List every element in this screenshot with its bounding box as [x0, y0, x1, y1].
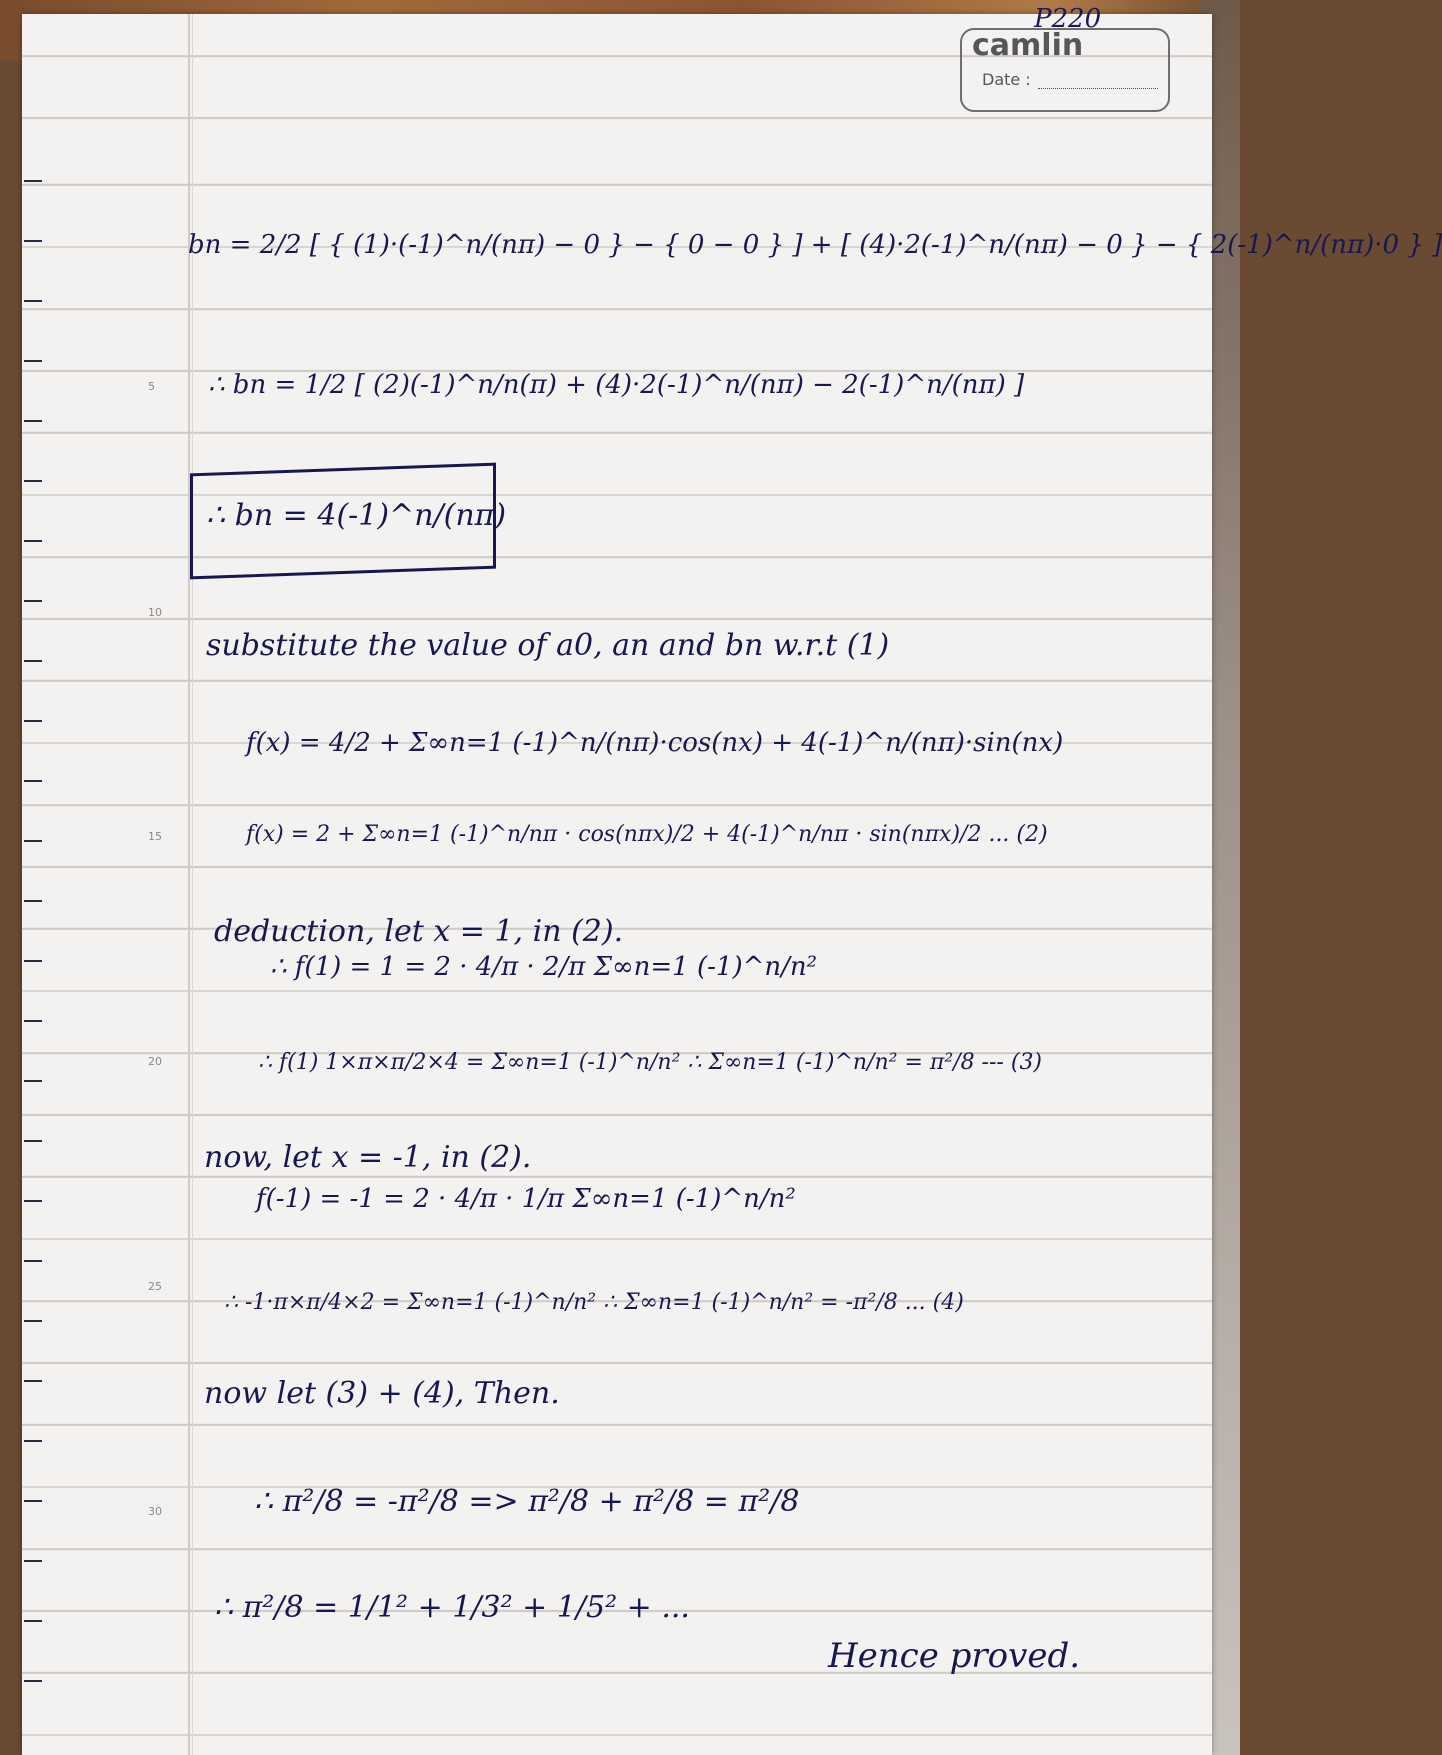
equation-bn-expanded: bn = 2/2 [ { (1)·(-1)^n/(nπ) − 0 } − { 0 − 0 } ] + [ (4)·2(-1)^n/(nπ) − 0 } − { 2(-1)^n/(nπ)·0 } ]: [188, 230, 1442, 260]
equation-fx-series: f(x) = 4/2 + Σ∞n=1 (-1)^n/(nπ)·cos(nx) + 4(-1)^n/(nπ)·sin(nx): [246, 728, 1064, 758]
equation-combine: ∴ π²/8 = -π²/8 => π²/8 + π²/8 = π²/8: [254, 1484, 800, 1519]
line-number: 5: [148, 380, 155, 393]
equation-fx-series-2: f(x) = 2 + Σ∞n=1 (-1)^n/nπ · cos(nπx)/2 + 4(-1)^n/nπ · sin(nπx)/2 ... (2): [246, 822, 1048, 847]
line-number: 30: [148, 1505, 162, 1518]
edge-dash: [24, 960, 42, 962]
equation-sum-4: ∴ -1·π×π/4×2 = Σ∞n=1 (-1)^n/n² ∴ Σ∞n=1 (-1)^n/n² = -π²/8 ... (4): [224, 1290, 964, 1315]
line-number: 15: [148, 830, 162, 843]
text-substitute: substitute the value of a0, an and bn w.r.t (1): [206, 628, 890, 663]
edge-dash: [24, 420, 42, 422]
text-deduction: deduction, let x = 1, in (2).: [214, 914, 624, 949]
edge-dash: [24, 1080, 42, 1082]
equation-bn-simplified: ∴ bn = 1/2 [ (2)(-1)^n/n(π) + (4)·2(-1)^n/(nπ) − 2(-1)^n/(nπ) ]: [208, 370, 1025, 400]
margin-line-secondary: [192, 14, 193, 1755]
text-then: now let (3) + (4), Then.: [204, 1376, 560, 1411]
edge-dash: [24, 180, 42, 182]
equation-f1: ∴ f(1) = 1 = 2 · 4/π · 2/π Σ∞n=1 (-1)^n/n²: [270, 952, 818, 982]
equation-final-series: ∴ π²/8 = 1/1² + 1/3² + 1/5² + ...: [214, 1590, 690, 1625]
date-label: Date :: [982, 70, 1031, 89]
edge-dash: [24, 240, 42, 242]
line-number: 10: [148, 606, 162, 619]
line-number: 25: [148, 1280, 162, 1293]
line-number: 20: [148, 1055, 162, 1068]
edge-dash: [24, 1260, 42, 1262]
edge-dash: [24, 1200, 42, 1202]
edge-dash: [24, 1380, 42, 1382]
edge-dash: [24, 1560, 42, 1562]
edge-dash: [24, 480, 42, 482]
margin-line: [188, 14, 190, 1755]
edge-dash: [24, 780, 42, 782]
edge-dash: [24, 600, 42, 602]
edge-dash: [24, 840, 42, 842]
edge-dash: [24, 360, 42, 362]
edge-dash: [24, 1500, 42, 1502]
text-now-let: now, let x = -1, in (2).: [204, 1140, 532, 1175]
date-line: [1038, 88, 1158, 89]
equation-bn-result: ∴ bn = 4(-1)^n/(nπ): [206, 498, 507, 533]
page-number: P220: [1034, 4, 1102, 34]
equation-sum-3: ∴ f(1) 1×π×π/2×4 = Σ∞n=1 (-1)^n/n² ∴ Σ∞n=1 (-1)^n/n² = π²/8 --- (3): [258, 1050, 1043, 1075]
text-hence-proved: Hence proved.: [828, 1636, 1081, 1676]
brand-logo: camlin: [972, 28, 1084, 63]
edge-dash: [24, 300, 42, 302]
edge-dash: [24, 1620, 42, 1622]
edge-dash: [24, 1320, 42, 1322]
edge-dash: [24, 660, 42, 662]
equation-f-minus1: f(-1) = -1 = 2 · 4/π · 1/π Σ∞n=1 (-1)^n/n²: [256, 1184, 796, 1214]
edge-dash: [24, 720, 42, 722]
edge-dash: [24, 540, 42, 542]
edge-dash: [24, 900, 42, 902]
edge-dash: [24, 1440, 42, 1442]
edge-dash: [24, 1680, 42, 1682]
edge-dash: [24, 1140, 42, 1142]
edge-dash: [24, 1020, 42, 1022]
